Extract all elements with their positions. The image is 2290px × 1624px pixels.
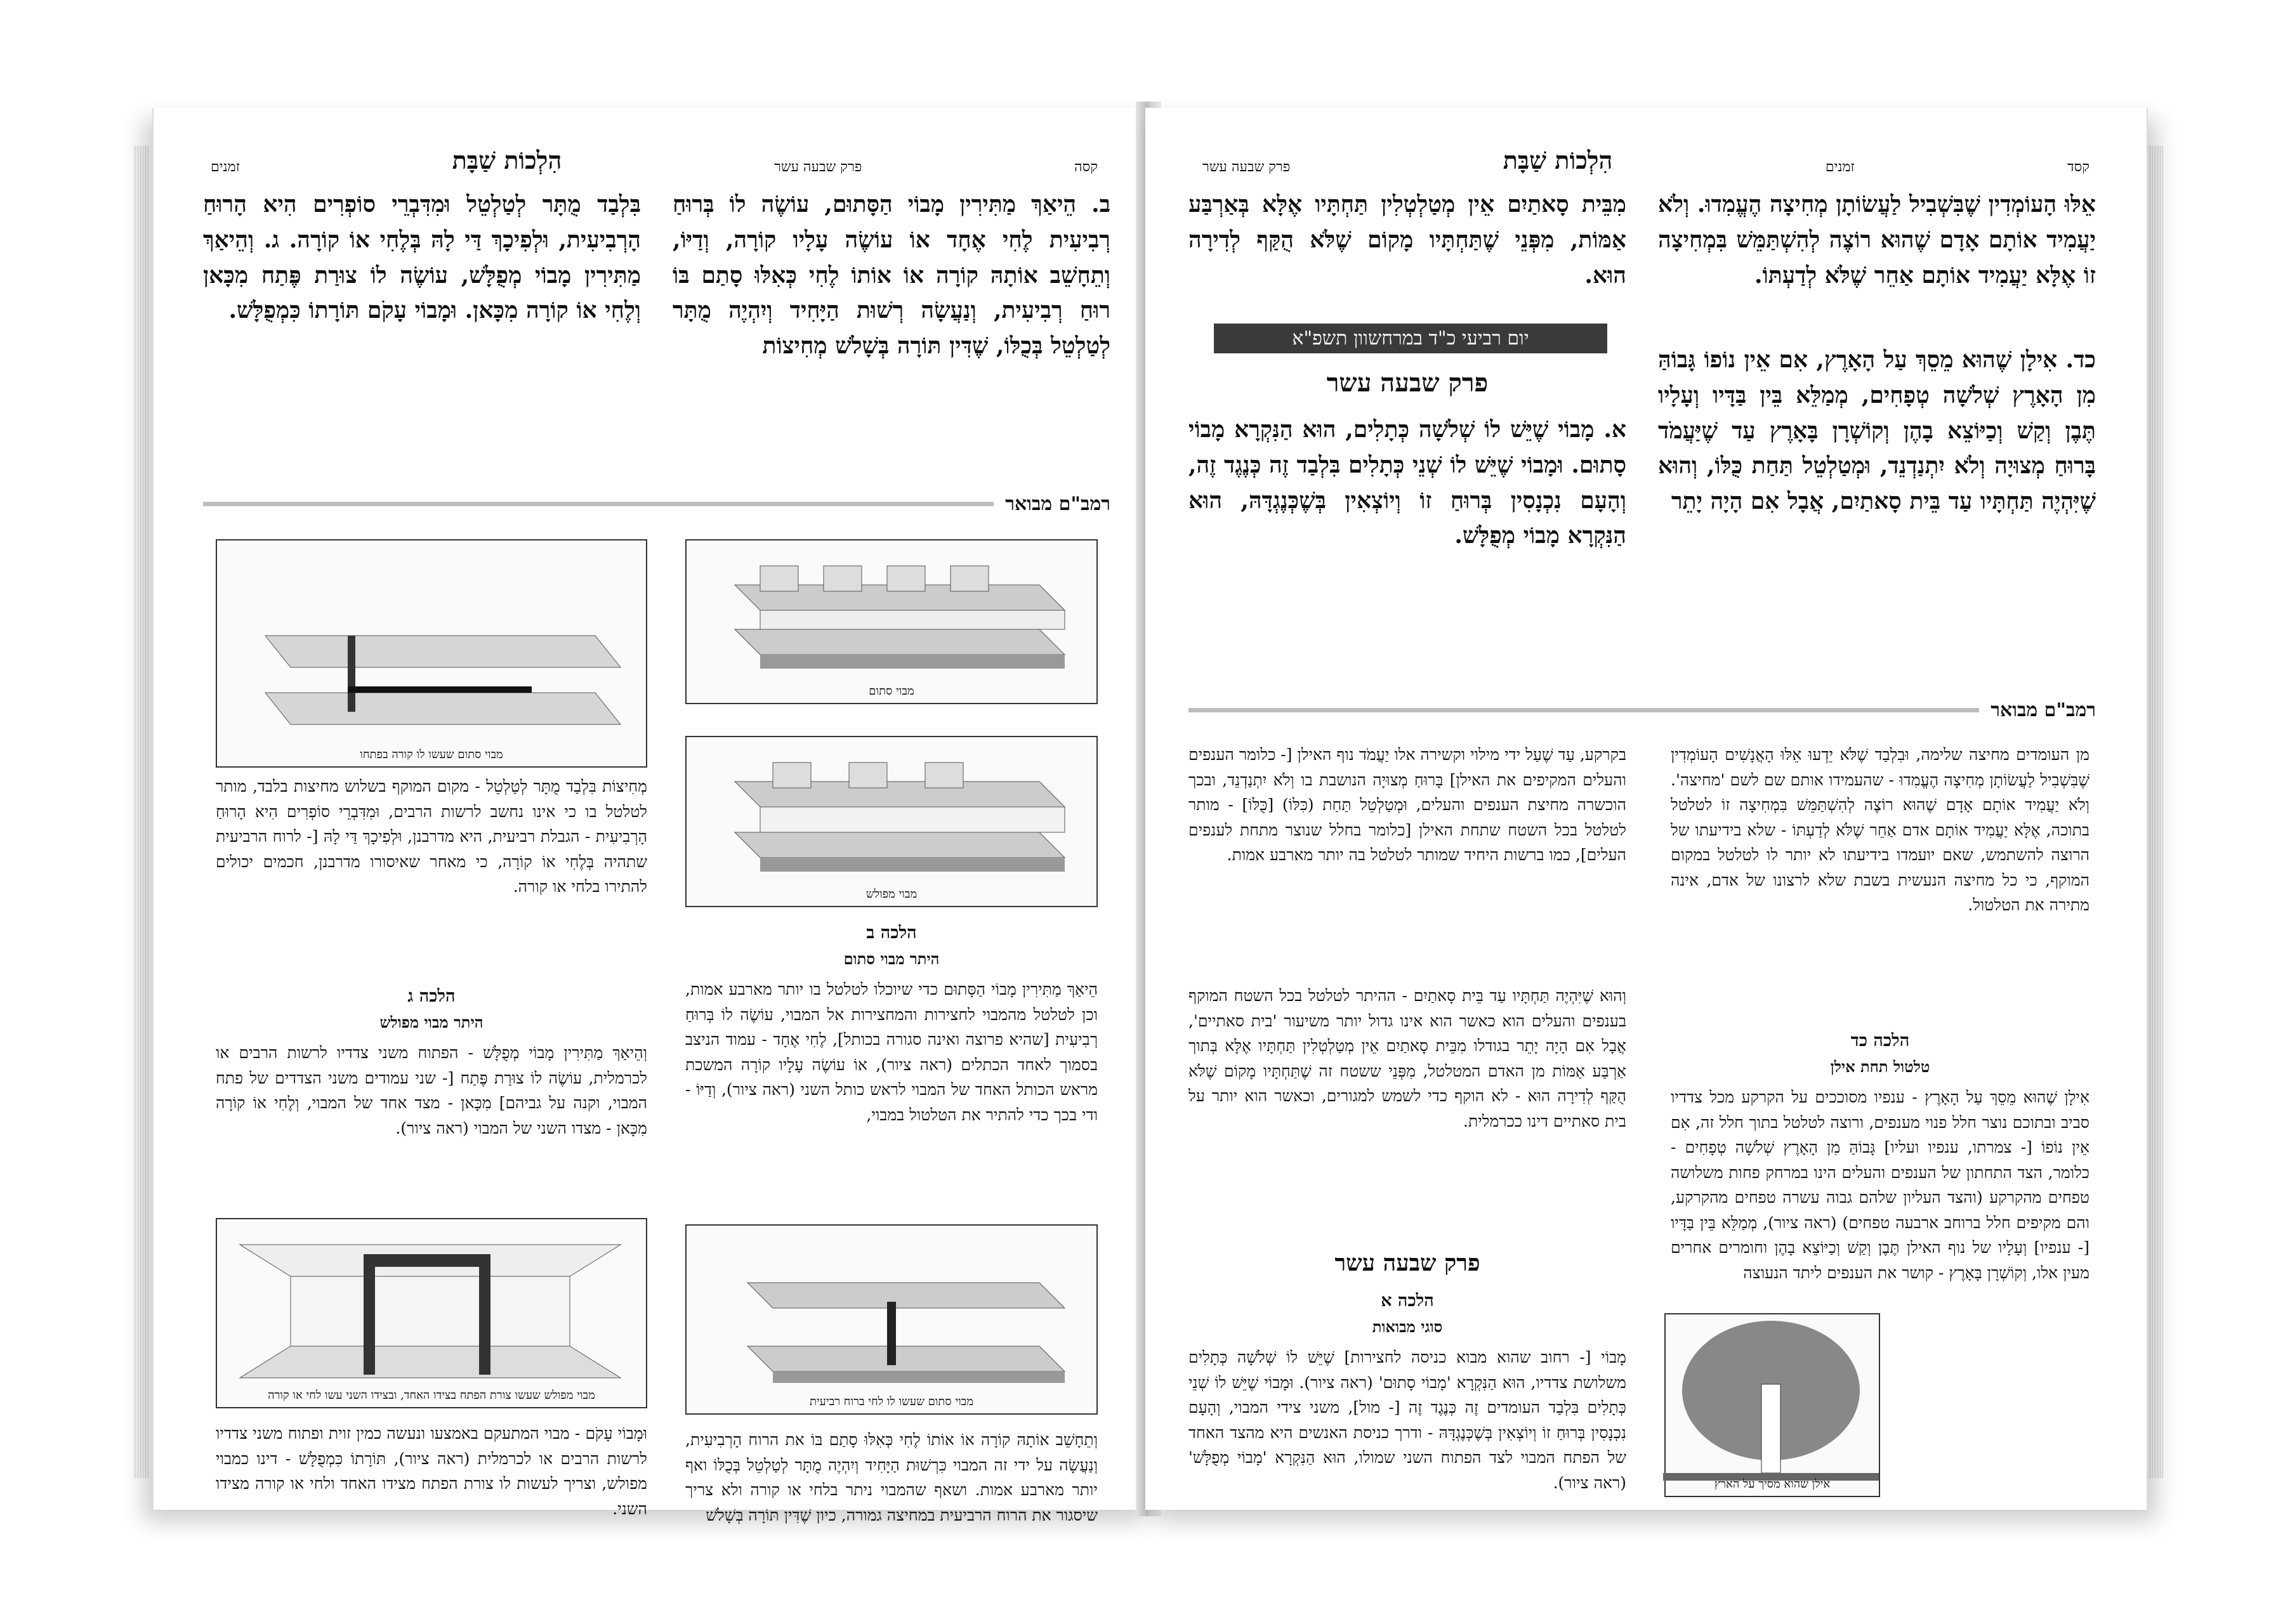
commentary-right-2: אִילָן שֶׁהוּא מֵסֵךְ עַל הָאָרֶץ - ענפיו מסוככים על הקרקע מכל צדדיו סביב ובתוכם נוצר חלל פנוי מענפים, ורוצה לטלטל בתוך חלל זה, אִם אֵין נוֹפוֹ [- צמרתו, ענפיו ועליו] גָּבוֹהַּ מִן הָאָרֶץ שְׁלֹשָׁה טְפָחִים - כלומר, הצד התחתון של הענפים והעלים הינו במרחק פחות משלושה טפחים מהקרקע (והצד העליון שלהם גבוה עשרה טפחים מהקרקע, והם מקיפים חלל ברוחב ארבעה טפחים) (ראה ציור), מְמַלֵּא בֵּין בַּדָּיו [- ענפיו] וְעָלָיו של נוף האילן תֶּבֶן וְקַשׁ וְכַיּוֹצֵא בָהֶן וחומרים אחרים מעין אלו, וְקוֹשְׁרָן בָּאָרֶץ - קושר את הענפים ליתד הנעוצה: [1671, 1088, 2089, 1282]
section-header: זמנים: [211, 159, 240, 175]
commentary-left-3: וּמָבוֹי עָקֹם - מבוי המתעקם באמצעו ונעשה כמין זוית ופתוח משני צדדיו לרשות הרבים או לכרמלית (ראה ציור), תּוֹרָתוֹ כִּמְפֻלָּשׁ - דינו כמבוי מפולש, וצריך לעשות לו צורת הפתח מצידו האחד ולחי או קורה מצידו השני.: [216, 1424, 647, 1518]
top-text-left: בִּלְבַד מֻתָּר לְטַלְטֵל וּמִדִּבְרֵי סוֹפְרִים הִיא הָרוּחַ הָרְבִיעִית, וּלְפִיכָךְ דַּי לָהּ בְּלֶחִי אוֹ קוֹרָה. ג. וְהֵיאַךְ מַתִּירִין מָבוֹי מְפֻלָּשׁ, עוֹשֶׂה לוֹ צוּרַת פֶּתַח מִכָּאן וְלֶחִי אוֹ קוֹרָה מִכָּאן. וּמָבוֹי עָקֹם תּוֹרָתוֹ כִּמְפֻלָּשׁ.: [203, 191, 641, 324]
band-label: רמב"ם מבואר: [994, 493, 1110, 515]
chapter-header: פרק שבעה עשר: [1202, 159, 1291, 175]
commentary-left-1: בקרקע, עַד שֶׁעַל ידי מילוי וקשירה אלו יַעֲמֹד נוף האילן [- כלומר הענפים והעלים המקיפים את האילן] בָּרוּחַ מְצוּיָה הנושבת בו וְלֹא יִתְנַדְנֵד, ובכך הוכשרה מחיצת הענפים והעלים, וּמְטַלְטֵל תַּחַת (כִּלּוֹ) [כֻּלּוֹ] - מותר לטלטל בכל השטח שתחת האילן [כלומר בחלל שנוצר מתחת לענפים העלים], כמו ברשות היחיד שמותר לטלטל בה יותר מארבע אמות.: [1188, 745, 1626, 864]
halacha-title: הלכה א: [1381, 1291, 1434, 1311]
lechi-diagram: [684, 1226, 1096, 1416]
section-header: זמנים: [1825, 159, 1855, 175]
left-page: [152, 108, 1155, 1524]
figure-caption: מבוי סתום שעשו לו קורה בפתחו: [360, 748, 503, 761]
halacha-title: הלכה כד: [1850, 1031, 1910, 1051]
top-text-right: אֵלּוּ הָעוֹמְדִין שֶׁבִּשְׁבִיל לַעֲשׂוֹתָן מְחִיצָה הֶעֱמִדוּ. וְלֹא יַעֲמִיד אוֹתָם אָדָם שֶׁהוּא רוֹצֶה לְהִשְׁתַּמֵּשׁ בִּמְחִיצָה זוֹ אֶלָּא יַעֲמִיד אוֹתָם אַחֵר שֶׁלֹּא לְדַעְתּוֹ.: [1658, 191, 2096, 289]
halacha-subtitle: טלטול תחת אילן: [1830, 1057, 1930, 1076]
pierced-alley-diagram: [684, 737, 1096, 908]
closed-alley-diagram: [684, 540, 1096, 705]
right-page-header: [1145, 146, 2147, 175]
commentary-left-3: מָבוֹי [- רחוב שהוא מבוא כניסה לחצירות] שֶׁיֵּשׁ לוֹ שְׁלֹשָׁה כְּתָלִים משלושת צדדיו, הוּא הַנִּקְרָא 'מָבוֹי סָתוּם' (ראה ציור). וּמָבוֹי שֶׁיֵּשׁ לוֹ שְׁנֵי כְּתָלִים בִּלְבַד העומדים זֶה כְּנֶגֶד זֶה [- מול], משני צידי המבוי, וְהָעָם נִכְנָסִין בְּרוּחַ זוֹ וְיוֹצְאִין בְּשֶׁכְּנֶגְדָּהּ - ודרך כניסת האנשים היא מהצד האחד של הפתח המבוי לצד הפתוח השני שמולו, הוּא הַנִּקְרָא 'מָבוֹי מְפֻלָּשׁ' (ראה ציור).: [1188, 1348, 1626, 1492]
commentary-right-1: מן העומדים מחיצה שלימה, וּבִלְבַד שֶׁלֹּא יֵדְעוּ אֵלּוּ הָאֲנָשִׁים הָעוֹמְדִין שֶׁבִּשְׁבִיל לַעֲשׂוֹתָן מְחִיצָה הֶעֱמִדוּ - שהעמידו אותם שם לשם 'מחיצה'. וְלֹא יַעֲמִיד אוֹתָם אָדָם שֶׁהוּא רוֹצֶה לְהִשְׁתַּמֵּשׁ בִּמְחִיצָה זוֹ לטלטל בתוכה, אֶלָּא יַעֲמִיד אוֹתָם אדם אַחֵר שֶׁלֹּא לְדַעְתּוֹ - שלא בידיעתו של הרוצה להשתמש, שאם יועמדו בידיעתו לא יותר לו לטלטל במקום המוקף, כי כל מחיצה הנעשית בשבת שלא לרצונו של אדם, אינה מתירה את הטלטול.: [1671, 745, 2089, 914]
page-number: קסה: [1074, 159, 1098, 175]
chapter-heading-2: פרק שבעה עשר: [1334, 1250, 1480, 1276]
halacha-title: הלכה ג: [407, 986, 456, 1006]
tree-diagram: [1663, 1314, 1879, 1498]
commentary-right-1: הֵיאַךְ מַתִּירִין מָבוֹי הַסָּתוּם כדי שיוכלו לטלטל בו יותר מארבע אמות, וכן לטלטל מהמבוי לחצירות והמחצירות אל המבוי, עוֹשֶׂה לוֹ בְּרוּחַ רְבִיעִית [שהיא פרוצה ואינה סגורה בכותל], לֶחִי אֶחָד - עמוד הניצב בסמוך לאחד הכתלים (ראה ציור), אוֹ עוֹשֶׂה עָלָיו קוֹרָה המשכת מראש הכותל האחד של המבוי לראש כותל השני (ראה ציור), וְדַיּוֹ - ודי בכך כדי להתיר את הטלטול במבוי,: [685, 980, 1098, 1124]
figure-caption: מבוי מפולש: [865, 887, 918, 901]
figure-caption: אילן שהוא מסיך על הארץ: [1714, 1477, 1831, 1491]
book-title: הִלְכוֹת שַׁבָּת: [452, 146, 562, 174]
band-bar: [1188, 708, 2096, 712]
figure-closed-alley: [685, 539, 1098, 704]
section-band: [1188, 698, 2096, 722]
halacha-a-text: א. מָבוֹי שֶׁיֵּשׁ לוֹ שְׁלֹשָׁה כְּתָלִים, הוּא הַנִּקְרָא מָבוֹי סָתוּם. וּמָבוֹי שֶׁיֵּשׁ לוֹ שְׁנֵי כְּתָלִים בִּלְבַד זֶה כְּנֶגֶד זֶה, וְהָעָם נִכְנָסִין בְּרוּחַ זוֹ וְיוֹצְאִין בְּשֶׁכְּנֶגְדָּהּ, הוּא הַנִּקְרָא מָבוֹי מְפֻלָּשׁ.: [1188, 416, 1626, 549]
figure-caption: מבוי סתום: [869, 684, 914, 698]
book-title: הִלְכוֹת שַׁבָּת: [1503, 146, 1613, 174]
right-page: [1145, 108, 2148, 1510]
figure-tzurat-hapetach: [216, 1218, 647, 1408]
top-text-left: מִבֵּית סָאתַיִם אֵין מְטַלְטְלִין תַּחְתָּיו אֶלָּא בְּאַרְבַּע אַמּוֹת, מִפְּנֵי שֶׁתַּחְתָּיו מָקוֹם שֶׁלֹּא הֻקַּף לְדִירָה הוּא.: [1188, 191, 1626, 289]
figure-caption: מבוי מפולש שעשו צורת הפתח בצידו האחד, ובצידו השני עשו לחי או קורה: [268, 1389, 595, 1402]
halacha-b-heading: [685, 920, 1098, 971]
top-text-right-2: כד. אִילָן שֶׁהוּא מֵסֵךְ עַל הָאָרֶץ, אִם אֵין נוֹפוֹ גָּבוֹהַּ מִן הָאָרֶץ שְׁלֹשָׁה טְפָחִים, מְמַלֵּא בֵּין בַּדָּיו וְעָלָיו תֶּבֶן וְקַשׁ וְכַיּוֹצֵא בָהֶן וְקוֹשְׁרָן בָּאָרֶץ עַד שֶׁיַּעֲמֹד בָּרוּחַ מְצוּיָה וְלֹא יִתְנַדְנֵד, וּמְטַלְטֵל תַּחַת כֻּלּוֹ, וְהוּא שֶׁיִּהְיֶה תַּחְתָּיו עַד בֵּית סָאתַיִם, אֲבָל אִם הָיָה יָתֵר: [1658, 346, 2096, 515]
figure-caption: מבוי סתום שעשו לו לחי ברוח רביעית: [809, 1395, 974, 1408]
figure-tree: [1664, 1313, 1880, 1497]
beam-diagram: [214, 540, 646, 769]
page-number: קסד: [2067, 159, 2089, 175]
figure-pierced-alley: [685, 736, 1098, 907]
left-page-edges: [133, 146, 148, 1478]
chapter-heading: פרק שבעה עשר: [1326, 368, 1489, 398]
halacha-g-heading: [216, 983, 647, 1035]
right-page-edges: [2148, 146, 2163, 1478]
top-text-right: ב. הֵיאַךְ מַתִּירִין מָבוֹי הַסָּתוּם, עוֹשֶׂה לוֹ בְּרוּחַ רְבִיעִית לֶחִי אֶחָד אוֹ עוֹשֶׂה עָלָיו קוֹרָה, וְדַיּוֹ, וְתֵחָשֵׁב אוֹתָהּ קוֹרָה אוֹ אוֹתוֹ לֶחִי כְּאִלּוּ סָתַם בּוֹ רוּחַ רְבִיעִית, וְנַעֲשָׂה רְשׁוּת הַיָּחִיד וְיִהְיֶה מֻתָּר לְטַלְטֵל בְּכֻלּוֹ, שֶׁדִּין תּוֹרָה בְּשָׁלֹשׁ מְחִיצוֹת: [673, 191, 1110, 360]
tzurat-hapetach-diagram: [214, 1219, 646, 1410]
commentary-left-2: וְהוּא שֶׁיִּהְיֶה תַּחְתָּיו עַד בֵּית סָאתַיִם - ההיתר לטלטל בכל השטח המוקף בענפים והעלים הוא כאשר הוא אינו גדול יותר משיעור 'בית סאתיים', אֲבָל אִם הָיָה יָתֵר בגודלו מִבֵּית סָאתַיִם אֵין מְטַלְטְלִין תַּחְתָּיו אֶלָּא בְּתוך אַרְבַּע אַמּוֹת מן האדם המטלטל, מִפְּנֵי ששטח זה שֶׁתַּחְתָּיו מָקוֹם שֶׁלֹּא הֻקַּף לְדִירָה הוּא - לא הוקף כדי לשמש למגורים, וכאשר הוא יותר על בית סאתיים דינו ככרמלית.: [1188, 986, 1626, 1130]
halacha-a-heading: [1188, 1288, 1626, 1339]
halacha-subtitle: סוגי מבואות: [1372, 1317, 1443, 1336]
halacha-kd-heading: [1671, 1028, 2089, 1079]
halacha-subtitle: היתר מבוי מפולש: [379, 1012, 484, 1031]
date-banner: יום רביעי כ"ד במרחשוון תשפ"א: [1214, 324, 1607, 353]
band-label: רמב"ם מבואר: [1979, 699, 2096, 721]
commentary-right-2: וְתֵחָשֵׁב אוֹתָהּ קוֹרָה אוֹ אוֹתוֹ לֶחִי כְּאִלּוּ סָתַם בּוֹ את הרוח הָרְבִיעִית, וְנַעֲשָׂה על ידי זה המבוי כִּרְשׁוּת הַיָּחִיד וְיִהְיֶה מֻתָּר לְטַלְטֵל בְּכֻלּוֹ ואף יותר מארבע אמות. ושאף שהמבוי ניתר בלחי או קורה ולא צריך שיסגור את הרוח הרביעית במחיצה גמורה, כיון שֶׁדִּין תּוֹרָה בְּשָׁלֹשׁ: [685, 1431, 1098, 1524]
chapter-header: פרק שבעה עשר: [774, 159, 862, 175]
figure-lechi: [685, 1224, 1098, 1415]
halacha-subtitle: היתר מבוי סתום: [843, 949, 940, 968]
commentary-left-1: מְחִיצוֹת בִּלְבַד מֻתָּר לְטַלְטֵל - מקום המוקף בשלוש מחיצות בלבד, מותר לטלטל בו כי אינו נחשב לרשות הרבים, וּמִדִּבְרֵי סוֹפְרִים הִיא הָרוּחַ הָרְבִיעִית - הגבלת רביעית, היא מדרבנן, וּלְפִיכָךְ דַּי לָהּ [- לרוח הרביעית שתהיה בְּלֶחִי אוֹ קוֹרָה, כי מאחר שאיסורו מדרבנן, חכמים יכולים להתירו בלחי או קורה.: [216, 777, 647, 896]
commentary-left-2: וְהֵיאַךְ מַתִּירִין מָבוֹי מְפֻלָּשׁ - הפתוח משני צדדיו לרשות הרבים או לכרמלית, עוֹשֶׂה לוֹ צוּרַת פֶּתַח [- שני עמודים משני הצדדים של פתח המבוי, וקנה על גביהם] מִכָּאן - מצד אחד של המבוי, וְלֶחִי אוֹ קוֹרָה מִכָּאן - מצדו השני של המבוי (ראה ציור).: [216, 1044, 648, 1137]
halacha-title: הלכה ב: [866, 923, 917, 943]
section-band: [203, 492, 1110, 516]
left-page-header: [154, 146, 1155, 175]
band-bar: [203, 502, 1110, 506]
figure-beam: [216, 539, 647, 768]
